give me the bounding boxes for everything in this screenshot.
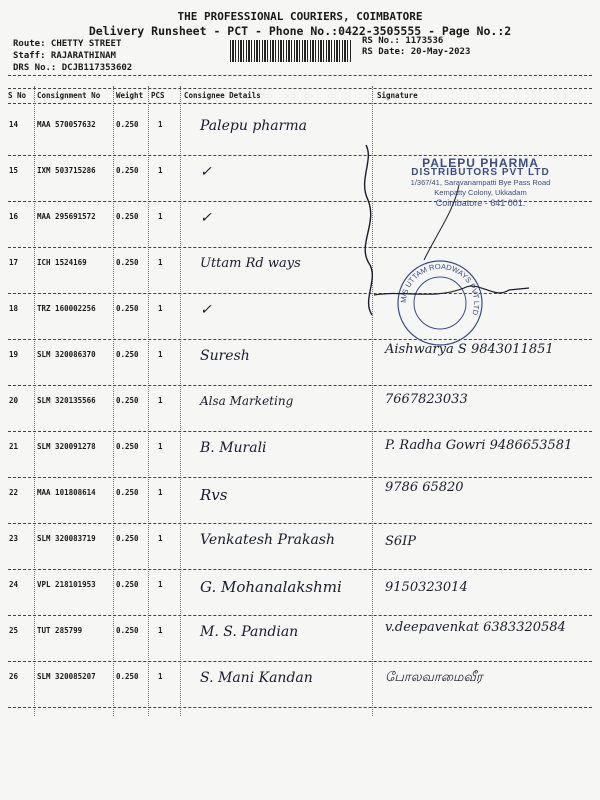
stamp-subtitle: DISTRIBUTORS PVT LTD bbox=[411, 167, 550, 178]
row-consignee: G. Mohanalakshmi bbox=[200, 578, 342, 596]
row-sno: 16 bbox=[9, 212, 19, 221]
row-weight: 0.250 bbox=[116, 304, 139, 313]
row-consignment-no: SLM 320085207 bbox=[37, 672, 96, 681]
route-label: Route: CHETTY STREET bbox=[13, 39, 122, 49]
row-pcs: 1 bbox=[158, 212, 163, 221]
row-weight: 0.250 bbox=[116, 212, 139, 221]
row-weight: 0.250 bbox=[116, 626, 139, 635]
row-consignment-no: TUT 285799 bbox=[37, 626, 83, 635]
divider bbox=[8, 88, 592, 89]
row-sno: 17 bbox=[9, 258, 19, 267]
row-pcs: 1 bbox=[158, 396, 163, 405]
drs-number: DRS No.: DCJB117353602 bbox=[13, 63, 133, 73]
row-sno: 22 bbox=[9, 488, 19, 497]
row-signature: Aishwarya S 9843011851 bbox=[385, 342, 554, 357]
row-pcs: 1 bbox=[158, 120, 163, 129]
row-consignment-no: ICH 1524169 bbox=[37, 258, 87, 267]
row-consignment-no: MAA 570057632 bbox=[37, 120, 96, 129]
row-weight: 0.250 bbox=[116, 258, 139, 267]
col-header-consignee: Consignee Details bbox=[184, 91, 261, 100]
row-divider bbox=[8, 661, 592, 662]
stamp-address-3: Coimbatore - 641 001. bbox=[435, 198, 526, 208]
row-consignment-no: SLM 320086370 bbox=[37, 350, 96, 359]
row-sno: 21 bbox=[9, 442, 19, 451]
row-pcs: 1 bbox=[158, 304, 163, 313]
col-header-weight: Weight bbox=[116, 91, 144, 100]
row-consignment-no: MAA 101808614 bbox=[37, 488, 96, 497]
row-pcs: 1 bbox=[158, 166, 163, 175]
row-divider bbox=[8, 615, 592, 616]
row-divider bbox=[8, 431, 592, 432]
column-rule bbox=[113, 86, 114, 716]
row-consignee: Alsa Marketing bbox=[200, 394, 294, 408]
row-weight: 0.250 bbox=[116, 350, 139, 359]
row-consignee: Palepu pharma bbox=[200, 118, 307, 134]
row-pcs: 1 bbox=[158, 488, 163, 497]
row-sno: 24 bbox=[9, 580, 19, 589]
row-signature: S6IP bbox=[385, 534, 417, 549]
rs-date: RS Date: 20-May-2023 bbox=[362, 47, 471, 57]
row-divider bbox=[8, 707, 592, 708]
row-consignee: M. S. Pandian bbox=[200, 624, 299, 640]
row-divider bbox=[8, 569, 592, 570]
row-weight: 0.250 bbox=[116, 120, 139, 129]
seal-text: M/S UTTAM ROADWAYS PVT LTD bbox=[398, 261, 482, 317]
row-consignment-no: IXM 503715286 bbox=[37, 166, 96, 175]
row-sno: 18 bbox=[9, 304, 19, 313]
divider bbox=[8, 103, 592, 104]
row-pcs: 1 bbox=[158, 258, 163, 267]
row-consignee: Suresh bbox=[200, 348, 250, 364]
col-header-pcs: PCS bbox=[151, 91, 165, 100]
row-signature: 7667823033 bbox=[385, 392, 468, 407]
row-sno: 19 bbox=[9, 350, 19, 359]
row-consignee: ✓ bbox=[200, 164, 212, 180]
row-consignee: Rvs bbox=[200, 486, 228, 504]
row-signature: போலவாமைவீர bbox=[385, 670, 483, 685]
row-sno: 23 bbox=[9, 534, 19, 543]
row-weight: 0.250 bbox=[116, 534, 139, 543]
row-consignee: ✓ bbox=[200, 210, 212, 226]
row-weight: 0.250 bbox=[116, 396, 139, 405]
col-header-sno: S No bbox=[8, 91, 27, 100]
barcode bbox=[230, 40, 352, 62]
row-consignee: Venkatesh Prakash bbox=[200, 532, 336, 548]
row-consignment-no: MAA 295691572 bbox=[37, 212, 96, 221]
row-signature: v.deepavenkat 6383320584 bbox=[385, 620, 566, 635]
column-rule bbox=[148, 86, 149, 716]
staff-label: Staff: RAJARATHINAM bbox=[13, 51, 116, 61]
stamp-address-1: 1/367/41, Saravanampatti Bye Pass Road bbox=[410, 178, 551, 187]
row-weight: 0.250 bbox=[116, 580, 139, 589]
row-signature: 9150323014 bbox=[385, 580, 468, 595]
row-sno: 20 bbox=[9, 396, 19, 405]
row-consignee: B. Murali bbox=[200, 440, 267, 456]
stamp-name: PALEPU PHARMA bbox=[422, 156, 539, 170]
row-sno: 15 bbox=[9, 166, 19, 175]
row-pcs: 1 bbox=[158, 626, 163, 635]
row-divider bbox=[8, 385, 592, 386]
column-rule bbox=[180, 86, 181, 716]
row-divider bbox=[8, 339, 592, 340]
row-consignee: Uttam Rd ways bbox=[200, 256, 301, 271]
row-weight: 0.250 bbox=[116, 488, 139, 497]
row-weight: 0.250 bbox=[116, 166, 139, 175]
row-weight: 0.250 bbox=[116, 672, 139, 681]
col-header-consignment: Consignment No bbox=[37, 91, 101, 100]
divider bbox=[8, 75, 592, 76]
row-pcs: 1 bbox=[158, 534, 163, 543]
col-header-signature: Signature bbox=[377, 91, 418, 100]
rs-number: RS No.: 1173536 bbox=[362, 36, 444, 46]
row-sno: 26 bbox=[9, 672, 19, 681]
row-consignment-no: SLM 320083719 bbox=[37, 534, 96, 543]
row-pcs: 1 bbox=[158, 350, 163, 359]
stamp-address-2: Kempatty Colony, Ukkadam bbox=[434, 188, 527, 197]
row-pcs: 1 bbox=[158, 442, 163, 451]
row-divider bbox=[8, 523, 592, 524]
signature-stroke bbox=[344, 140, 554, 320]
row-divider bbox=[8, 477, 592, 478]
company-title: THE PROFESSIONAL COURIERS, COIMBATORE bbox=[177, 10, 423, 23]
row-consignment-no: VPL 218101953 bbox=[37, 580, 96, 589]
row-signature: 9786 65820 bbox=[385, 480, 464, 495]
row-sno: 25 bbox=[9, 626, 19, 635]
row-sno: 14 bbox=[9, 120, 19, 129]
row-signature: P. Radha Gowri 9486653581 bbox=[385, 438, 573, 453]
row-weight: 0.250 bbox=[116, 442, 139, 451]
row-pcs: 1 bbox=[158, 580, 163, 589]
row-consignee: S. Mani Kandan bbox=[200, 670, 313, 686]
column-rule bbox=[34, 86, 35, 716]
row-consignee: ✓ bbox=[200, 302, 212, 318]
runsheet-subtitle: Delivery Runsheet - PCT - Phone No.:0422-3505555 - Page No.:2 bbox=[88, 24, 512, 38]
row-consignment-no: SLM 320091278 bbox=[37, 442, 96, 451]
row-consignment-no: TRZ 160002256 bbox=[37, 304, 96, 313]
row-consignment-no: SLM 320135566 bbox=[37, 396, 96, 405]
row-pcs: 1 bbox=[158, 672, 163, 681]
